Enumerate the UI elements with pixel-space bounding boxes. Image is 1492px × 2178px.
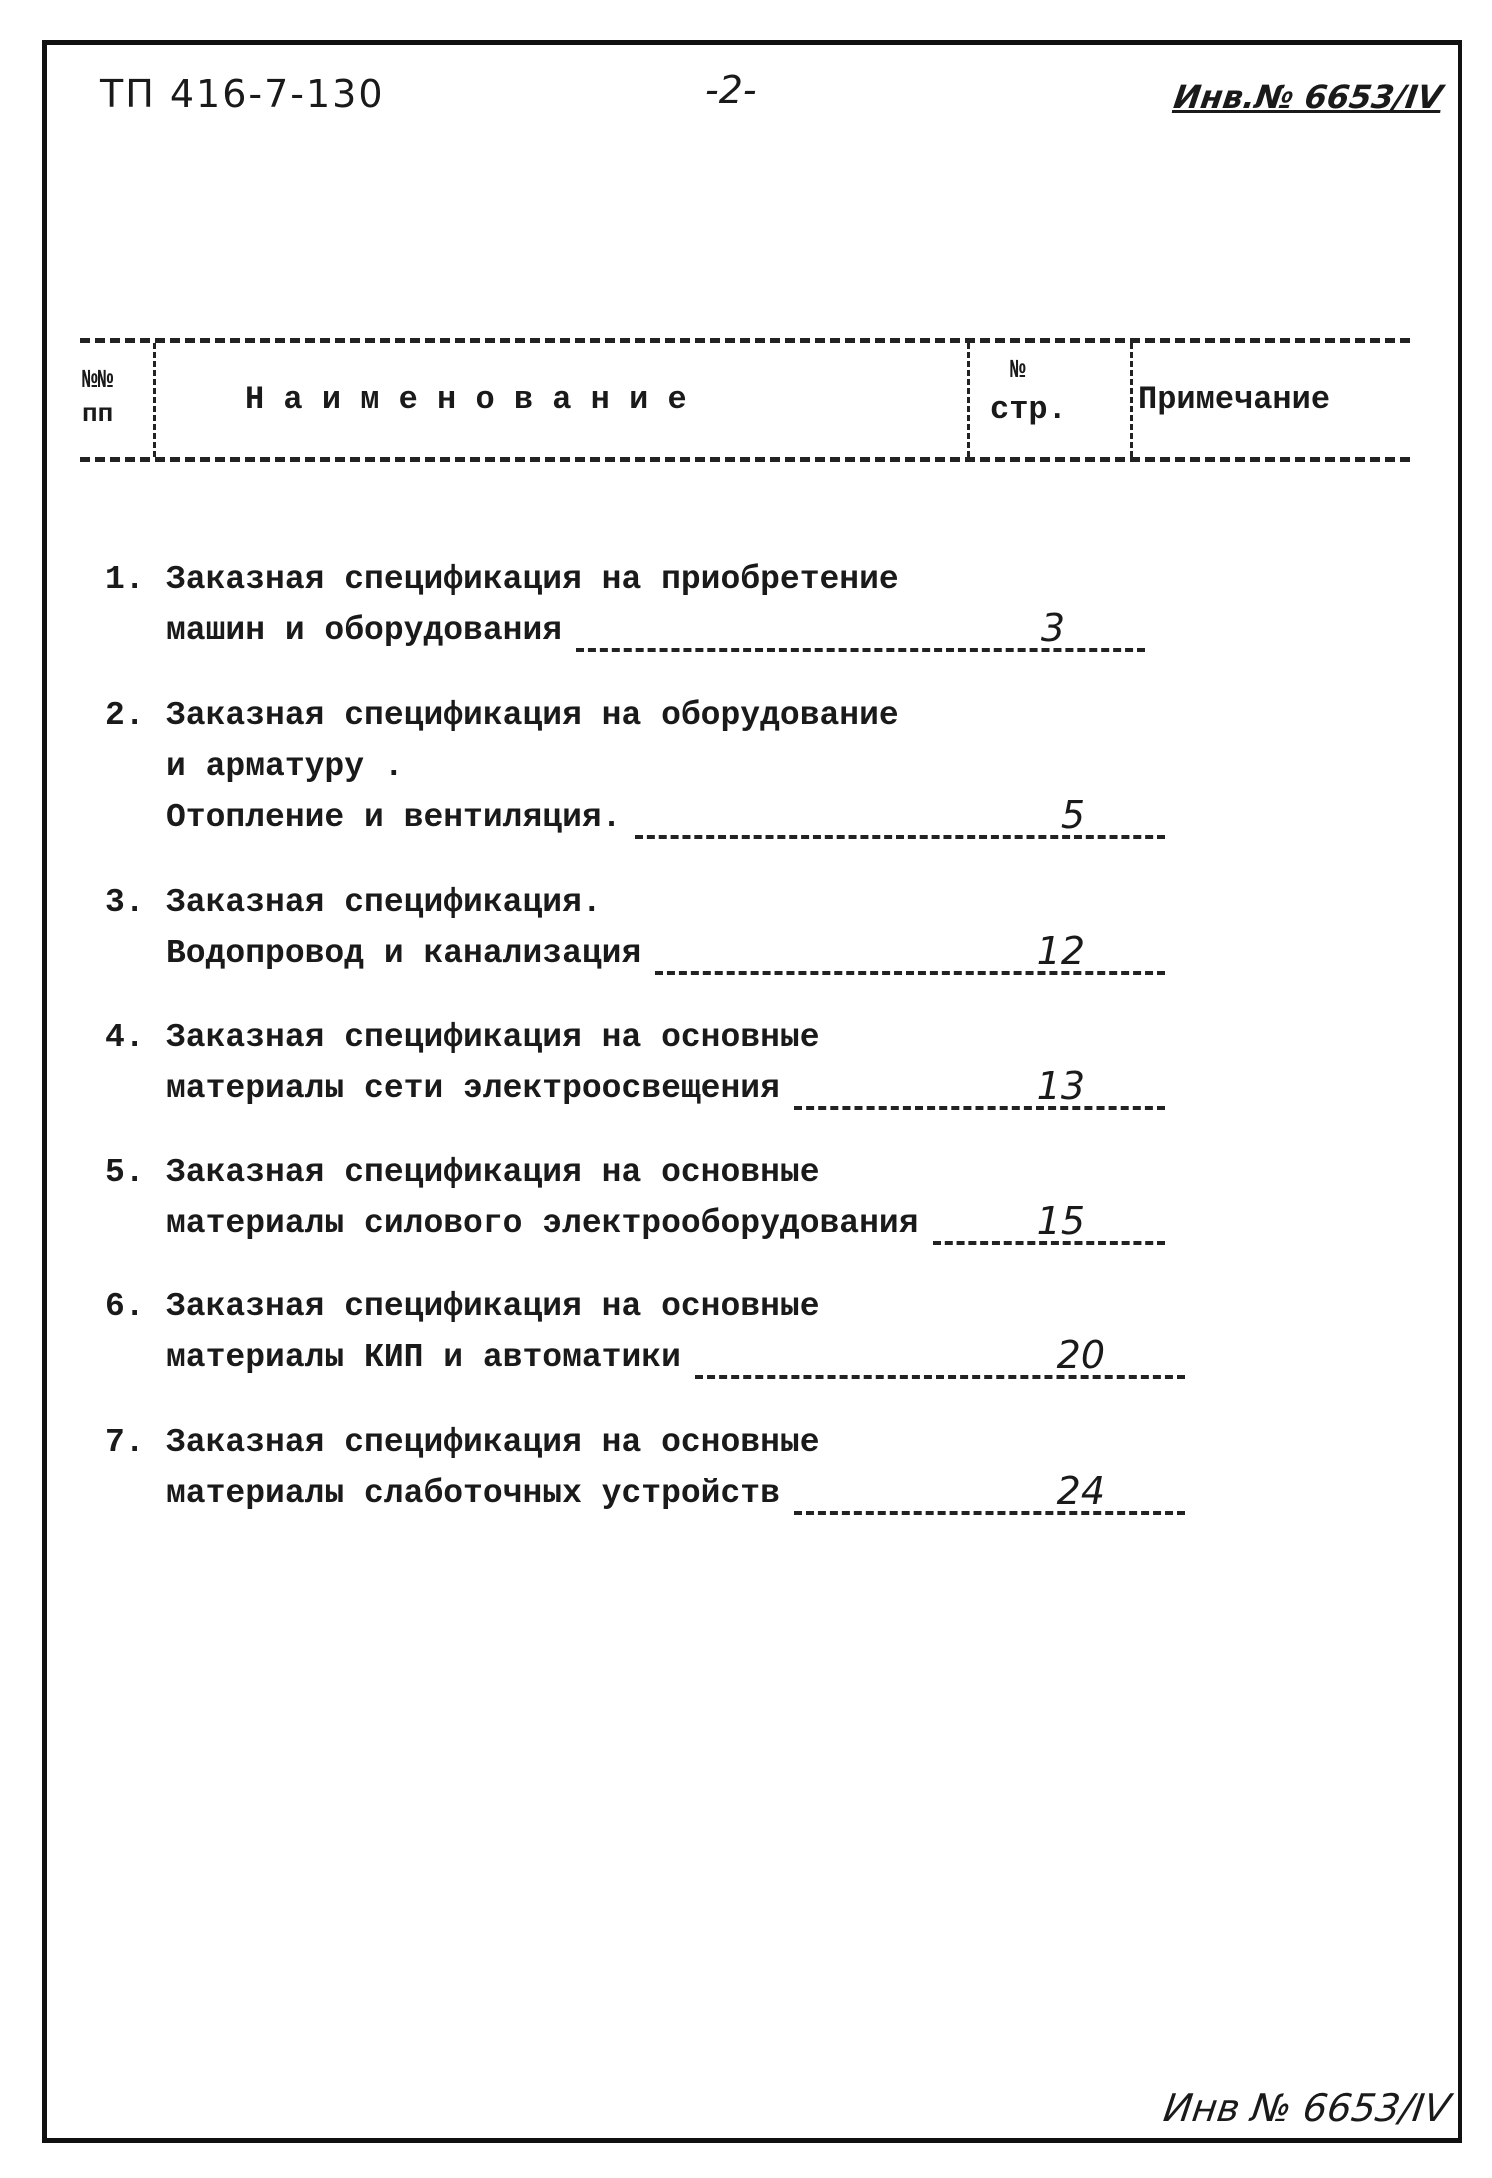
item-number: 3. (105, 884, 145, 921)
item-text: Заказная спецификация на основные (166, 1154, 820, 1191)
column-divider (153, 343, 156, 457)
item-text: Заказная спецификация. (166, 884, 602, 921)
item-page: 12 (1036, 929, 1085, 973)
item-number: 4. (105, 1019, 145, 1056)
header-page: стр. (990, 391, 1067, 428)
item-text: Отопление и вентиляция. (166, 799, 622, 836)
page-number: -2- (705, 68, 757, 112)
item-number: 7. (105, 1424, 145, 1461)
item-text: материалы силового электрооборудования (166, 1205, 919, 1242)
item-number: 6. (105, 1288, 145, 1325)
list-item (105, 1417, 1185, 1519)
dotted-leader (576, 606, 1145, 652)
item-number: 1. (105, 561, 145, 598)
dotted-leader (635, 793, 1165, 839)
item-text: материалы КИП и автоматики (166, 1339, 681, 1376)
item-text: Заказная спецификация на приобретение (166, 561, 899, 598)
inventory-number-bottom: Инв № 6653/IV (1160, 2086, 1454, 2130)
list-item (105, 877, 1165, 979)
item-page: 20 (1056, 1333, 1105, 1377)
item-text: Заказная спецификация на оборудование (166, 697, 899, 734)
item-text: Водопровод и канализация (166, 935, 642, 972)
item-page: 24 (1056, 1469, 1105, 1513)
item-page: 3 (1040, 606, 1065, 650)
dotted-leader (695, 1333, 1185, 1379)
list-item (105, 1281, 1185, 1383)
item-text: материалы слаботочных устройств (166, 1475, 780, 1512)
project-code: ТП 416-7-130 (100, 72, 385, 116)
item-text: Заказная спецификация на основные (166, 1288, 820, 1325)
item-text: Заказная спецификация на основные (166, 1424, 820, 1461)
item-page: 15 (1036, 1199, 1085, 1243)
item-page: 13 (1036, 1064, 1085, 1108)
item-text: Заказная спецификация на основные (166, 1019, 820, 1056)
header-num: №№ пп (82, 365, 114, 429)
inventory-number-top: Инв.№ 6653/IV (1170, 78, 1445, 116)
header-note: Примечание (1138, 381, 1331, 418)
column-divider (1130, 343, 1133, 457)
list-item (105, 1147, 1165, 1249)
dotted-leader (794, 1469, 1185, 1515)
list-item (105, 690, 1165, 843)
column-divider (967, 343, 970, 457)
item-text: материалы сети электроосвещения (166, 1070, 780, 1107)
header-page-symbol: № (1010, 355, 1026, 385)
item-text: машин и оборудования (166, 612, 563, 649)
list-item (105, 1012, 1165, 1114)
list-item (105, 554, 1145, 656)
table-header (80, 338, 1410, 462)
dotted-leader (655, 929, 1165, 975)
item-text: и арматуру . (166, 748, 404, 785)
dotted-leader (794, 1064, 1165, 1110)
item-page: 5 (1060, 793, 1085, 837)
header-name: Н а и м е н о в а н и е (245, 381, 687, 418)
item-number: 5. (105, 1154, 145, 1191)
item-number: 2. (105, 697, 145, 734)
dotted-leader (933, 1199, 1165, 1245)
